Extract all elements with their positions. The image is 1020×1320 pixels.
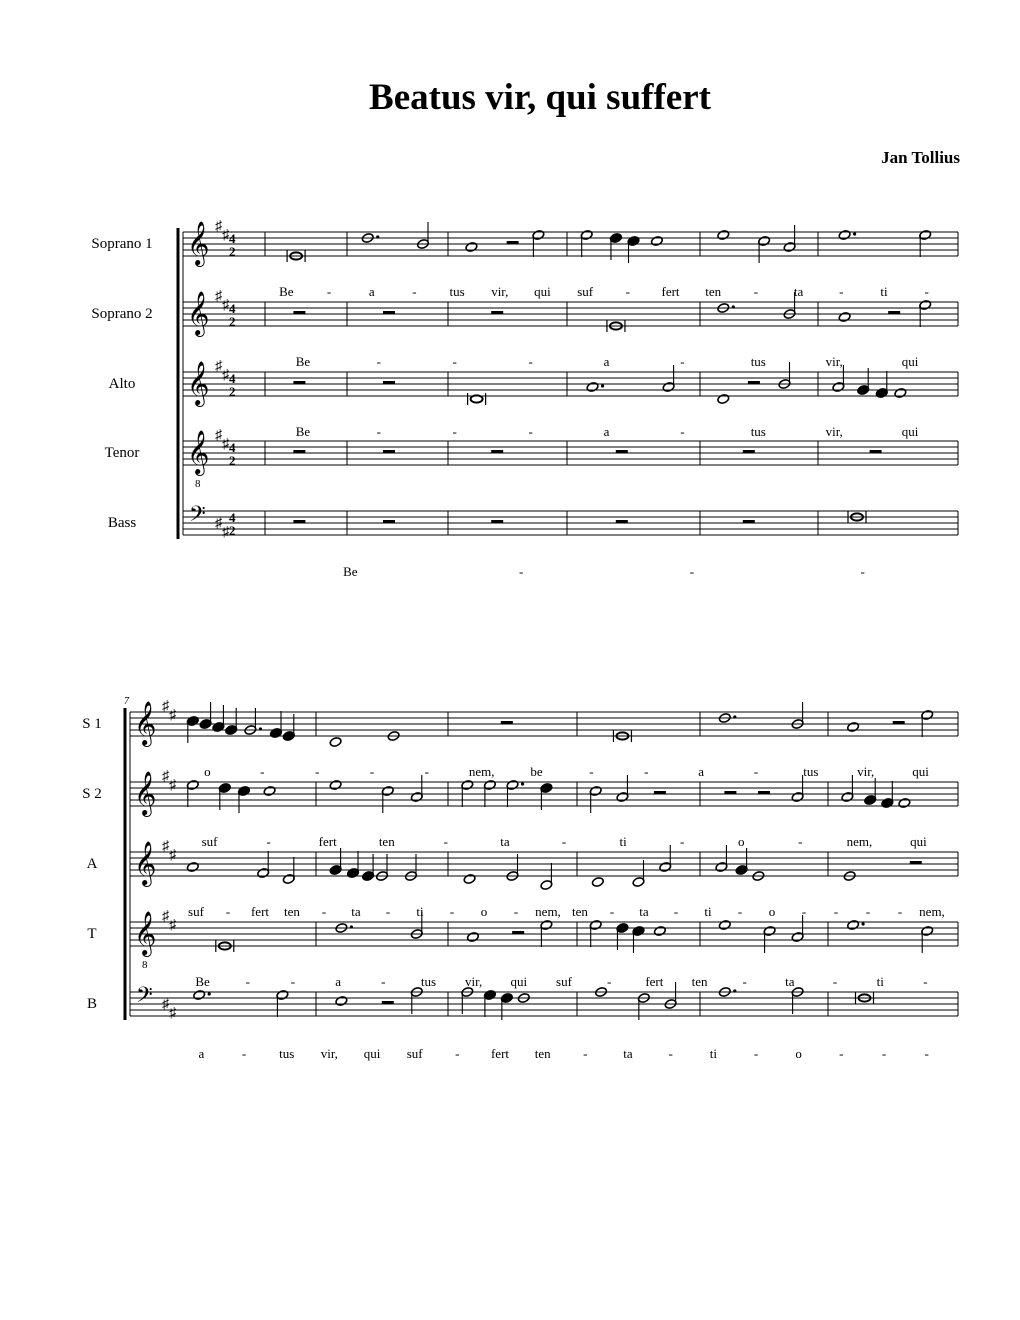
staff-1-1-lyric-syllable: ti xyxy=(880,284,888,299)
staff-1-4-octave-mark: 8 xyxy=(195,478,201,490)
staff-2-3-lyric-syllable: nem, xyxy=(535,904,561,919)
staff-1-1-treble-clef-icon: 𝄞 xyxy=(187,223,210,265)
staff-2-2-lyric-syllable: - xyxy=(266,834,271,849)
staff-2-2-rest xyxy=(758,791,770,794)
staff-2-5-lyric-syllable: suf xyxy=(406,1046,423,1061)
staff-2-4-lyric-syllable: - xyxy=(742,974,747,989)
staff-2-3-lyric-syllable: - xyxy=(321,904,327,919)
staff-2-2-lyric-syllable: ten xyxy=(378,834,395,849)
staff-1-1-lyric-syllable: Be xyxy=(279,284,294,299)
staff-2-4-lyric-syllable: - xyxy=(607,974,612,989)
measure-number: 7 xyxy=(124,696,129,707)
part-name: A xyxy=(86,856,98,872)
staff-2-3-note xyxy=(463,874,476,885)
staff-2-5-note xyxy=(335,996,348,1007)
staff-1-3-sharp-icon: ♯ xyxy=(222,368,229,383)
staff-1-5-rest xyxy=(293,520,305,523)
staff-1-2-lyric-syllable: - xyxy=(680,354,685,369)
staff-1-3-lyric-syllable: a xyxy=(603,424,610,439)
staff-1-2-lyric-syllable: qui xyxy=(901,354,919,369)
staff-1-1-lyric-syllable: vir, xyxy=(491,284,509,299)
staff-2-4-lyric-syllable: - xyxy=(832,974,838,989)
staff-1-3-rest xyxy=(293,381,305,384)
staff-2-1-lyric-syllable: - xyxy=(260,764,265,779)
staff-2-5-lyric-syllable: fert xyxy=(490,1046,510,1061)
staff-1-2-note-dot xyxy=(732,305,735,308)
staff-2-3-lyric-syllable: - xyxy=(737,904,743,919)
part-name: Bass xyxy=(107,515,137,531)
staff-2-4-lyric-syllable: vir, xyxy=(465,974,483,989)
staff-2-4-octave-mark: 8 xyxy=(142,959,148,971)
staff-2-3-lyric-syllable: ti xyxy=(416,904,424,919)
staff-2-3-lyric-syllable: fert xyxy=(250,904,270,919)
staff-1-5-sharp-icon: ♯ xyxy=(215,516,222,531)
staff-2-1-sharp-icon: ♯ xyxy=(169,708,176,723)
staff-1-2-lyric-syllable: Be xyxy=(295,354,311,369)
staff-2-4-note xyxy=(653,926,666,937)
staff-2-5-lyric-syllable: ten xyxy=(534,1046,551,1061)
staff-2-3-lyric-syllable: - xyxy=(225,904,231,919)
staff-1-1-sharp-icon: ♯ xyxy=(215,219,222,234)
staff-1-2-lyric-syllable: - xyxy=(376,354,382,369)
staff-1-3-lyric-syllable: - xyxy=(680,424,685,439)
staff-2-1-lyric-syllable: tus xyxy=(803,764,819,779)
staff-1-3-note xyxy=(894,388,907,399)
staff-2-4-lyric-syllable: suf xyxy=(556,974,572,989)
staff-2-1-lyric-syllable: - xyxy=(369,764,375,779)
staff-2-4-lyric-syllable: a xyxy=(335,974,342,989)
staff-1-5-rest xyxy=(383,520,395,523)
staff-1-1-sharp-icon: ♯ xyxy=(222,228,229,243)
staff-1-2-rest xyxy=(293,311,305,314)
staff-1-5-sharp-icon: ♯ xyxy=(222,525,229,540)
staff-1-1-lyric-syllable: fert xyxy=(661,284,680,299)
part-name: Tenor xyxy=(104,445,140,461)
staff-2-4-note xyxy=(466,932,479,943)
staff-1-1-lyric-syllable: - xyxy=(924,284,929,299)
staff-2-2-lyric-syllable: ta xyxy=(500,834,510,849)
staff-1-3-rest xyxy=(383,381,395,384)
staff-2-2-lyric-syllable: suf xyxy=(201,834,218,849)
staff-1-4-rest xyxy=(491,450,503,453)
staff-1-2-sharp-icon: ♯ xyxy=(215,289,222,304)
staff-2-1-lyric-syllable: - xyxy=(753,764,759,779)
staff-2-1-lyric-syllable: - xyxy=(424,764,430,779)
staff-2-5-rest xyxy=(382,1001,394,1004)
staff-1-2-rest xyxy=(491,311,503,314)
staff-1-1-note-dot xyxy=(853,232,856,235)
staff-1-3-sharp-icon: ♯ xyxy=(215,359,222,374)
staff-2-5-lyric-syllable: - xyxy=(455,1046,460,1061)
page-title: Beatus vir, qui suffert xyxy=(369,77,711,118)
staff-1-1-note xyxy=(465,242,478,253)
staff-2-4-lyric-syllable: ta xyxy=(785,974,795,989)
staff-2-1-lyric-syllable: vir, xyxy=(857,764,875,779)
staff-1-4-sharp-icon: ♯ xyxy=(215,428,222,443)
staff-2-4-lyric-syllable: tus xyxy=(420,974,437,989)
staff-1-3-note-dot xyxy=(601,384,604,387)
staff-1-5-lyric-syllable: - xyxy=(518,564,524,579)
staff-2-1-note-dot xyxy=(259,727,262,730)
staff-2-2-rest xyxy=(654,791,666,794)
staff-1-3-note xyxy=(717,394,730,405)
staff-2-5-note xyxy=(193,990,206,1001)
staff-2-2-lyric-syllable: - xyxy=(679,834,685,849)
staff-1-5-rest xyxy=(616,520,628,523)
staff-1-5-bass-clef-icon: 𝄢 xyxy=(189,502,206,531)
staff-1-5-rest xyxy=(491,520,503,523)
staff-1-3-lyric-syllable: vir, xyxy=(825,424,843,439)
staff-1-2-note xyxy=(838,312,851,323)
staff-2-1-lyric-syllable: - xyxy=(644,764,649,779)
staff-1-4-rest xyxy=(870,450,882,453)
staff-2-3-lyric-syllable: - xyxy=(609,904,615,919)
staff-1-1-lyric-syllable: suf xyxy=(577,284,594,299)
staff-1-4-rest xyxy=(293,450,305,453)
staff-1-2-sharp-icon: ♯ xyxy=(222,298,229,313)
staff-2-5-lyric-syllable: - xyxy=(839,1046,844,1061)
staff-2-5-sharp-icon: ♯ xyxy=(169,1006,176,1021)
staff-2-5-lyric-syllable: ti xyxy=(709,1046,717,1061)
staff-2-4-treble-clef-icon: 𝄞 xyxy=(134,913,157,955)
staff-2-3-lyric-syllable: - xyxy=(385,904,391,919)
staff-1-3-time-bottom: 2 xyxy=(229,384,236,399)
part-name: B xyxy=(86,996,98,1012)
staff-1-2-lyric-syllable: tus xyxy=(750,354,766,369)
staff-2-4-lyric-syllable: qui xyxy=(510,974,528,989)
part-name: Soprano 2 xyxy=(91,306,153,322)
staff-2-5-lyric-syllable: - xyxy=(753,1046,759,1061)
staff-2-1-note xyxy=(329,737,342,748)
staff-2-1-sharp-icon: ♯ xyxy=(162,699,169,714)
staff-2-2-lyric-syllable: o xyxy=(737,834,745,849)
staff-1-1-lyric-syllable: - xyxy=(839,284,844,299)
staff-1-1-lyric-syllable: - xyxy=(625,284,631,299)
part-name: Alto xyxy=(108,376,136,392)
staff-2-2-sharp-icon: ♯ xyxy=(169,778,176,793)
staff-2-5-lyric-syllable: - xyxy=(924,1046,929,1061)
staff-1-4-treble-clef-icon: 𝄞 xyxy=(187,432,210,474)
staff-2-5-lyric-syllable: ta xyxy=(623,1046,633,1061)
staff-1-1-lyric-syllable: - xyxy=(326,284,332,299)
staff-2-2-lyric-syllable: - xyxy=(443,834,449,849)
staff-2-5-lyric-syllable: - xyxy=(881,1046,887,1061)
staff-1-3-rest xyxy=(748,381,760,384)
part-name: S 1 xyxy=(82,716,102,732)
staff-2-3-note xyxy=(186,862,199,873)
staff-1-2-treble-clef-icon: 𝄞 xyxy=(187,293,210,335)
staff-1-3-lyric-syllable: - xyxy=(528,424,533,439)
staff-1-3-time-top: 4 xyxy=(229,371,236,386)
staff-1-3-treble-clef-icon: 𝄞 xyxy=(187,363,210,405)
staff-2-2-lyric-syllable: qui xyxy=(910,834,927,849)
staff-2-1-lyric-syllable: a xyxy=(698,764,705,779)
staff-1-3-lyric-syllable: - xyxy=(452,424,457,439)
staff-1-5-lyric-syllable: - xyxy=(689,564,695,579)
staff-2-1-lyric-syllable: - xyxy=(589,764,594,779)
staff-1-2-lyric-syllable: - xyxy=(452,354,457,369)
staff-2-3-lyric-syllable: ti xyxy=(704,904,712,919)
staff-2-3-lyric-syllable: - xyxy=(897,904,903,919)
staff-2-3-lyric-syllable: - xyxy=(865,904,871,919)
staff-2-4-sharp-icon: ♯ xyxy=(162,909,169,924)
staff-2-4-note-dot xyxy=(350,925,353,928)
staff-2-2-note xyxy=(898,798,911,809)
staff-2-1-rest xyxy=(893,721,905,724)
staff-2-1-lyric-syllable: be xyxy=(530,764,543,779)
staff-1-5-lyric-syllable: - xyxy=(860,564,865,579)
staff-2-1-rest xyxy=(501,721,513,724)
staff-2-2-lyric-syllable: - xyxy=(561,834,567,849)
staff-2-5-lyric-syllable: - xyxy=(241,1046,247,1061)
part-name: T xyxy=(87,926,97,942)
staff-1-4-sharp-icon: ♯ xyxy=(222,437,229,452)
staff-1-4-time-bottom: 2 xyxy=(229,453,236,468)
staff-1-2-time-top: 4 xyxy=(229,301,236,316)
staff-1-1-lyric-syllable: qui xyxy=(534,284,551,299)
staff-1-2-rest xyxy=(888,311,900,314)
staff-2-3-lyric-syllable: - xyxy=(801,904,807,919)
staff-1-4-rest xyxy=(616,450,628,453)
part-name: S 2 xyxy=(82,786,102,802)
staff-2-4-lyric-syllable: - xyxy=(923,974,928,989)
staff-1-1-lyric-syllable: a xyxy=(368,284,375,299)
staff-2-4-sharp-icon: ♯ xyxy=(169,918,176,933)
staff-2-1-note xyxy=(847,722,860,733)
staff-1-2-rest xyxy=(383,311,395,314)
staff-2-1-treble-clef-icon: 𝄞 xyxy=(134,703,157,745)
staff-1-1-time-bottom: 2 xyxy=(229,244,236,259)
staff-2-5-sharp-icon: ♯ xyxy=(162,997,169,1012)
staff-2-5-lyric-syllable: - xyxy=(583,1046,588,1061)
staff-1-3-lyric-syllable: Be xyxy=(295,424,311,439)
staff-2-4-note-dot xyxy=(862,922,865,925)
staff-2-4-lyric-syllable: - xyxy=(381,974,386,989)
staff-2-1-note-dot xyxy=(733,715,736,718)
staff-2-2-note xyxy=(329,780,342,791)
staff-2-3-lyric-syllable: o xyxy=(768,904,776,919)
staff-2-3-lyric-syllable: nem, xyxy=(919,904,945,919)
staff-1-2-lyric-syllable: vir, xyxy=(825,354,843,369)
staff-2-2-lyric-syllable: ti xyxy=(619,834,627,849)
staff-2-2-note-dot xyxy=(521,782,524,785)
staff-2-3-lyric-syllable: ten xyxy=(572,904,588,919)
staff-2-2-treble-clef-icon: 𝄞 xyxy=(134,773,157,815)
composer-name: Jan Tollius xyxy=(881,148,960,167)
staff-2-3-lyric-syllable: ten xyxy=(284,904,300,919)
staff-2-2-rest xyxy=(724,791,736,794)
staff-2-3-rest xyxy=(910,861,922,864)
staff-1-5-time-top: 4 xyxy=(229,510,236,525)
staff-1-4-time-top: 4 xyxy=(229,440,236,455)
staff-1-3-lyric-syllable: tus xyxy=(750,424,766,439)
staff-2-5-lyric-syllable: vir, xyxy=(320,1046,338,1061)
staff-2-3-lyric-syllable: ta xyxy=(351,904,361,919)
staff-2-3-lyric-syllable: suf xyxy=(188,904,204,919)
staff-1-5-lyric-syllable: Be xyxy=(343,564,358,579)
staff-2-5-lyric-syllable: tus xyxy=(279,1046,295,1061)
staff-2-3-lyric-syllable: - xyxy=(673,904,679,919)
staff-1-2-lyric-syllable: a xyxy=(603,354,610,369)
staff-2-5-lyric-syllable: o xyxy=(795,1046,802,1061)
staff-2-5-lyric-syllable: qui xyxy=(363,1046,381,1061)
staff-1-3-note xyxy=(586,382,599,393)
staff-2-3-lyric-syllable: - xyxy=(513,904,519,919)
staff-2-5-note-dot xyxy=(733,989,736,992)
staff-2-4-lyric-syllable: fert xyxy=(645,974,664,989)
staff-2-5-note-dot xyxy=(208,992,211,995)
staff-2-3-note xyxy=(591,877,604,888)
staff-2-3-lyric-syllable: o xyxy=(480,904,488,919)
staff-2-4-lyric-syllable: Be xyxy=(195,974,210,989)
staff-2-1-lyric-syllable: - xyxy=(314,764,320,779)
staff-2-5-lyric-syllable: - xyxy=(668,1046,673,1061)
staff-1-1-time-top: 4 xyxy=(229,231,236,246)
staff-2-4-lyric-syllable: - xyxy=(290,974,296,989)
staff-2-2-lyric-syllable: nem, xyxy=(846,834,873,849)
staff-2-2-sharp-icon: ♯ xyxy=(162,769,169,784)
staff-1-4-rest xyxy=(383,450,395,453)
staff-1-1-lyric-syllable: tus xyxy=(449,284,465,299)
staff-1-1-note xyxy=(838,230,851,241)
staff-2-4-rest xyxy=(512,931,524,934)
staff-2-4-note xyxy=(847,920,860,931)
staff-2-3-sharp-icon: ♯ xyxy=(169,848,176,863)
staff-2-1-lyric-syllable: o xyxy=(204,764,211,779)
staff-2-3-lyric-syllable: - xyxy=(833,904,839,919)
staff-1-1-lyric-syllable: - xyxy=(753,284,759,299)
staff-1-1-note xyxy=(717,230,730,241)
staff-2-2-lyric-syllable: fert xyxy=(318,834,337,849)
part-name: Soprano 1 xyxy=(91,236,153,252)
staff-1-5-rest xyxy=(743,520,755,523)
staff-2-1-lyric-syllable: nem, xyxy=(468,764,495,779)
staff-2-3-lyric-syllable: ta xyxy=(639,904,649,919)
staff-1-3-lyric-syllable: - xyxy=(376,424,382,439)
staff-1-1-lyric-syllable: - xyxy=(412,284,417,299)
staff-2-3-treble-clef-icon: 𝄞 xyxy=(134,843,157,885)
staff-1-1-note-dot xyxy=(376,235,379,238)
staff-2-2-note xyxy=(263,786,276,797)
staff-1-1-rest xyxy=(507,241,519,244)
staff-1-5-time-bottom: 2 xyxy=(229,523,236,538)
staff-2-5-bass-clef-icon: 𝄢 xyxy=(136,983,153,1012)
staff-2-4-note xyxy=(718,920,731,931)
staff-2-3-lyric-syllable: - xyxy=(449,904,455,919)
staff-2-5-lyric-syllable: a xyxy=(198,1046,205,1061)
staff-2-3-sharp-icon: ♯ xyxy=(162,839,169,854)
staff-2-2-lyric-syllable: - xyxy=(798,834,803,849)
staff-2-4-lyric-syllable: ten xyxy=(691,974,708,989)
staff-1-3-lyric-syllable: qui xyxy=(901,424,919,439)
staff-1-1-note xyxy=(650,236,663,247)
staff-2-4-lyric-syllable: ti xyxy=(876,974,884,989)
staff-1-4-rest xyxy=(743,450,755,453)
staff-2-1-lyric-syllable: qui xyxy=(912,764,929,779)
staff-1-2-lyric-syllable: - xyxy=(528,354,533,369)
staff-1-1-lyric-syllable: ten xyxy=(705,284,722,299)
staff-1-1-lyric-syllable: ta xyxy=(793,284,804,299)
staff-2-4-lyric-syllable: - xyxy=(245,974,250,989)
staff-1-2-time-bottom: 2 xyxy=(229,314,236,329)
